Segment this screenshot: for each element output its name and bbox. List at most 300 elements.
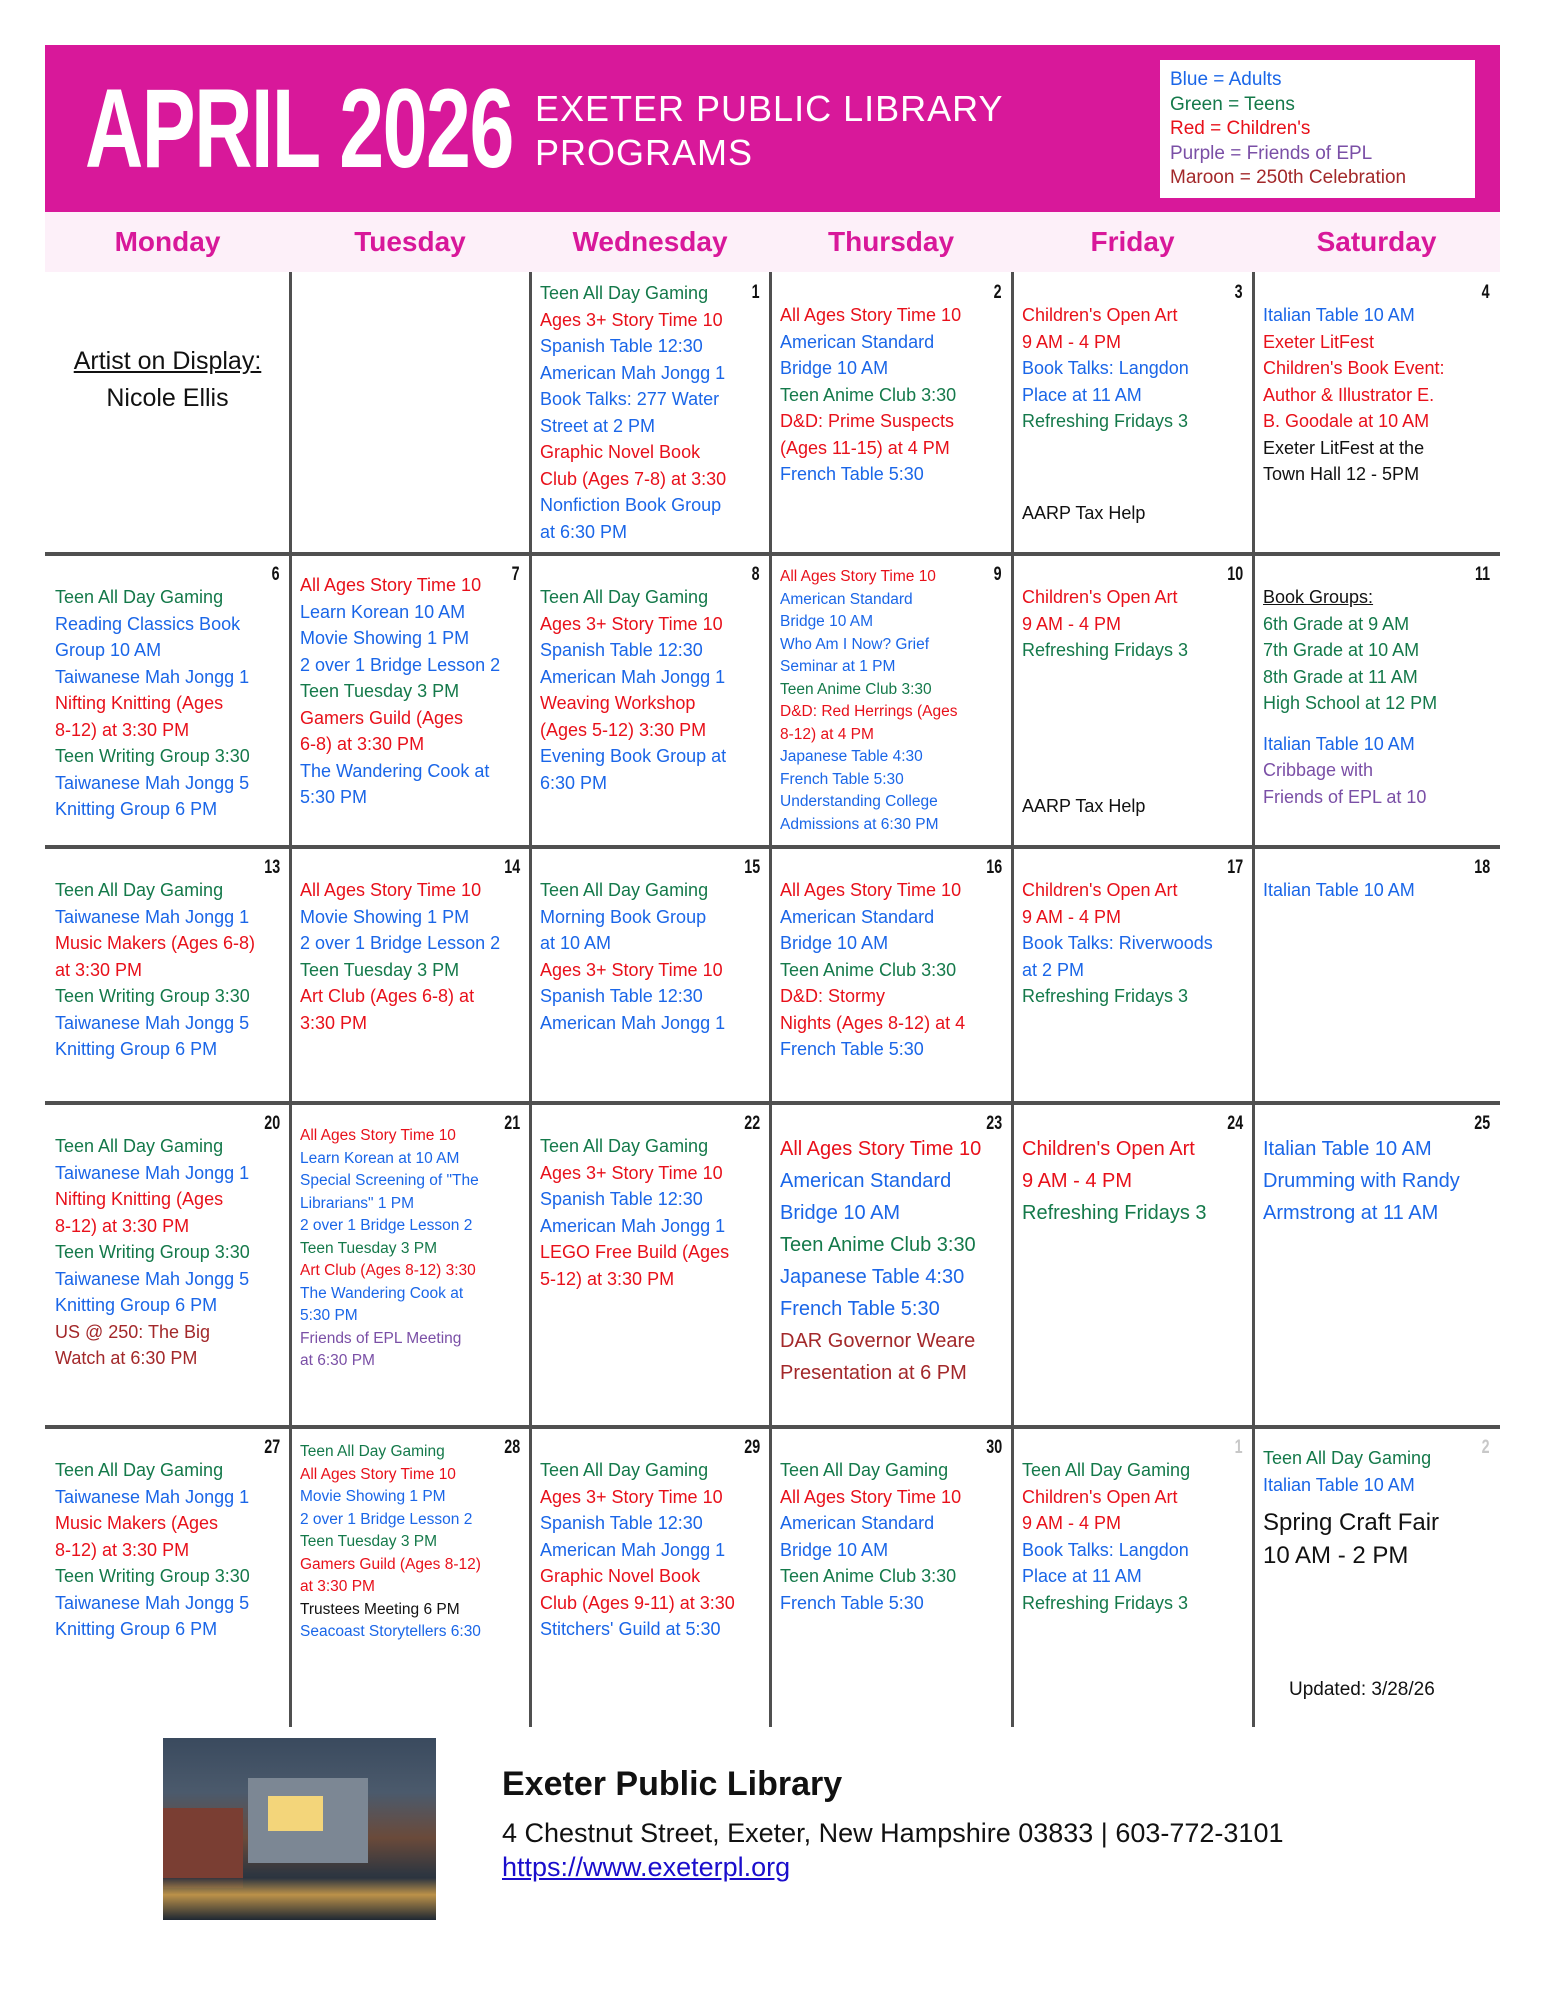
event-item: All Ages Story Time 10 (780, 880, 962, 900)
event-item: Club (Ages 9-11) at 3:30 (540, 1592, 735, 1613)
event-item: Weaving Workshop (540, 693, 696, 713)
day-number: 23 (986, 1113, 1002, 1134)
event-item: Japanese Table 4:30 (780, 748, 923, 765)
event-item: American Mah Jongg 1 (540, 1012, 726, 1033)
day-cell-thursday (770, 272, 1012, 554)
event-item: Ages 3+ Story Time 10 (540, 1162, 723, 1183)
event-item: High School at 12 PM (1263, 693, 1438, 713)
event-item: Book Talks: Langdon (1022, 1539, 1189, 1560)
event-item: Friends of EPL Meeting (300, 1329, 462, 1347)
event-item: Club (Ages 7-8) at 3:30 (540, 468, 727, 489)
day-cell-tuesday (290, 272, 530, 554)
event-item: Refreshing Fridays 3 (1022, 986, 1189, 1006)
event-item: French Table 5:30 (780, 1039, 924, 1059)
event-item: Refreshing Fridays 3 (1022, 1592, 1189, 1613)
event-item: Spanish Table 12:30 (540, 336, 703, 356)
event-item: American Standard (780, 1513, 935, 1533)
event-item: Taiwanese Mah Jongg 5 (55, 1268, 250, 1289)
event-item: 8-12) at 4 PM (780, 725, 874, 743)
day-number: 10 (1227, 564, 1243, 585)
event-list (55, 877, 280, 1063)
event-item: Children's Open Art (1022, 1486, 1178, 1507)
day-number: 7 (512, 564, 520, 585)
event-item: 2 over 1 Bridge Lesson 2 (300, 933, 501, 953)
event-item: Taiwanese Mah Jongg 5 (55, 1012, 250, 1033)
event-item: Watch at 6:30 PM (55, 1348, 198, 1368)
legend-childrens: Red = Children's (1170, 118, 1311, 139)
event-item: Bridge 10 AM (780, 1202, 901, 1224)
event-item: Teen All Day Gaming (540, 587, 709, 607)
event-list (1022, 302, 1243, 435)
footer-website-link[interactable]: https://www.exeterpl.org (502, 1852, 791, 1882)
event-item: Spanish Table 12:30 (540, 640, 703, 660)
day-number: 4 (1482, 282, 1490, 303)
event-item: Spanish Table 12:30 (540, 1189, 703, 1209)
day-cell-tuesday (290, 1427, 530, 1727)
event-item: Learn Korean 10 AM (300, 601, 466, 622)
event-item: 8th Grade at 11 AM (1263, 666, 1418, 687)
day-cell-thursday (770, 554, 1012, 847)
event-item: Teen Anime Club 3:30 (780, 959, 957, 980)
event-item: Movie Showing 1 PM (300, 1488, 446, 1505)
event-item: Book Talks: 277 Water (540, 389, 720, 409)
day-cell-monday (45, 272, 290, 554)
event-item: Nights (Ages 8-12) at 4 (780, 1012, 966, 1033)
event-item: Graphic Novel Book (540, 442, 701, 462)
event-item: Special Screening of "The (300, 1172, 479, 1189)
day-cell-wednesday (530, 1427, 770, 1727)
calendar-grid (45, 272, 1500, 1727)
event-list (780, 1133, 1002, 1389)
event-item: 2 over 1 Bridge Lesson 2 (300, 1217, 473, 1234)
event-item: Exeter LitFest at the (1263, 437, 1425, 458)
event-item: at 3:30 PM (300, 1578, 375, 1595)
event-item: Movie Showing 1 PM (300, 906, 470, 927)
spring-craft-fair: 10 AM - 2 PM (1263, 1542, 1409, 1569)
day-number: 3 (1235, 282, 1243, 303)
event-item: Evening Book Group at (540, 746, 727, 766)
event-item: 5-12) at 3:30 PM (540, 1268, 675, 1289)
event-item: at 3:30 PM (55, 959, 143, 980)
day-cell-friday (1012, 554, 1253, 847)
event-item: B. Goodale at 10 AM (1263, 411, 1430, 431)
library-programs-title (535, 87, 1004, 175)
event-item: American Standard (780, 1170, 952, 1192)
event-item: Taiwanese Mah Jongg 5 (55, 1592, 250, 1613)
event-item: Seminar at 1 PM (780, 658, 896, 675)
month-title: APRIL 2026 (85, 66, 513, 191)
day-cell-saturday (1253, 272, 1500, 554)
day-cell-monday (45, 1427, 290, 1727)
event-item: Teen Tuesday 3 PM (300, 1533, 437, 1550)
day-number: 30 (986, 1437, 1002, 1458)
event-list (55, 584, 280, 823)
event-item: (Ages 5-12) 3:30 PM (540, 719, 707, 740)
event-item: Refreshing Fridays 3 (1022, 640, 1189, 660)
event-item: US @ 250: The Big (55, 1321, 211, 1342)
event-item: 9 AM - 4 PM (1022, 331, 1122, 352)
event-item: Teen Tuesday 3 PM (300, 1239, 437, 1257)
day-cell-thursday (770, 847, 1012, 1103)
event-item: Teen All Day Gaming (540, 880, 709, 900)
event-list (55, 1457, 280, 1643)
weekday-monday: Monday (114, 226, 221, 257)
event-item: French Table 5:30 (780, 770, 904, 788)
event-item: Italian Table 10 AM (1263, 733, 1415, 754)
event-item: 8-12) at 3:30 PM (55, 1539, 190, 1560)
event-item: Teen Writing Group 3:30 (55, 746, 250, 766)
day-cell-friday (1012, 847, 1253, 1103)
event-item: Teen Anime Club 3:30 (780, 680, 932, 698)
day-number: 27 (264, 1437, 280, 1458)
event-item: Knitting Group 6 PM (55, 1619, 218, 1639)
day-cell-tuesday (290, 554, 530, 847)
event-item: Teen All Day Gaming (55, 1136, 224, 1156)
day-number: 6 (272, 564, 280, 585)
event-item: 9 AM - 4 PM (1022, 1513, 1122, 1533)
event-item: Art Club (Ages 8-12) 3:30 (300, 1262, 476, 1279)
day-cell-friday (1012, 272, 1253, 554)
event-item: Teen All Day Gaming (540, 283, 709, 303)
day-number: 8 (752, 564, 760, 585)
event-item: Learn Korean at 10 AM (300, 1149, 460, 1167)
event-item: Knitting Group 6 PM (55, 1295, 218, 1315)
day-number: 14 (504, 857, 520, 878)
color-legend (1160, 60, 1475, 198)
event-list (1263, 1445, 1490, 1572)
event-item: Librarians" 1 PM (300, 1194, 415, 1212)
aarp-tax-help: AARP Tax Help (1022, 502, 1146, 523)
event-list (540, 877, 760, 1036)
weekday-thursday: Thursday (827, 226, 955, 257)
event-item: Knitting Group 6 PM (55, 799, 218, 819)
event-list (1022, 584, 1243, 664)
spring-craft-fair: Spring Craft Fair (1263, 1509, 1440, 1536)
event-item: Teen All Day Gaming (1263, 1448, 1432, 1468)
event-item: 8-12) at 3:30 PM (55, 719, 190, 740)
day-number: 16 (986, 857, 1002, 878)
event-list (780, 877, 1002, 1063)
event-item: D&D: Red Herrings (Ages (780, 703, 958, 720)
event-item: Taiwanese Mah Jongg 1 (55, 1486, 250, 1507)
event-item: D&D: Prime Suspects (780, 411, 955, 431)
event-item: American Mah Jongg 1 (540, 666, 726, 687)
day-cell-saturday (1253, 847, 1500, 1103)
event-item: at 6:30 PM (300, 1352, 375, 1369)
day-cell-tuesday (290, 1103, 530, 1427)
event-item: All Ages Story Time 10 (780, 568, 936, 585)
event-item: French Table 5:30 (780, 1592, 924, 1613)
event-item: Town Hall 12 - 5PM (1263, 464, 1420, 484)
event-item: Exeter LitFest (1263, 331, 1375, 352)
event-item: Nifting Knitting (Ages (55, 693, 224, 713)
day-cell-monday (45, 1103, 290, 1427)
event-item: Music Makers (Ages 6-8) (55, 933, 256, 953)
day-number: 2 (994, 282, 1002, 303)
event-item: Bridge 10 AM (780, 613, 874, 630)
event-item: Teen All Day Gaming (300, 1443, 445, 1460)
day-number: 21 (504, 1113, 520, 1134)
event-item: Teen All Day Gaming (55, 587, 224, 607)
event-item: Teen Anime Club 3:30 (780, 384, 957, 405)
event-item: Children's Book Event: (1263, 358, 1445, 378)
event-item: 2 over 1 Bridge Lesson 2 (300, 1510, 473, 1528)
legend-250th: Maroon = 250th Celebration (1170, 167, 1407, 188)
event-item: Ages 3+ Story Time 10 (540, 1486, 723, 1507)
event-item: American Standard (780, 906, 935, 927)
event-list (1263, 1133, 1490, 1229)
event-item: Nonfiction Book Group (540, 495, 722, 515)
event-list (1263, 877, 1490, 904)
day-cell-wednesday (530, 847, 770, 1103)
event-item: Who Am I Now? Grief (780, 635, 930, 653)
event-item: Armstrong at 11 AM (1263, 1202, 1439, 1224)
event-item: Italian Table 10 AM (1263, 880, 1415, 900)
event-list (300, 1125, 520, 1373)
event-item: Bridge 10 AM (780, 358, 889, 378)
event-item: (Ages 11-15) at 4 PM (780, 437, 950, 458)
event-item: DAR Governor Weare (780, 1330, 976, 1352)
event-item: Morning Book Group (540, 906, 707, 927)
library-photo (163, 1738, 436, 1920)
weekday-friday: Friday (1090, 226, 1175, 257)
event-item: Teen Writing Group 3:30 (55, 1566, 250, 1586)
event-item: Teen All Day Gaming (540, 1460, 709, 1480)
event-item: Graphic Novel Book (540, 1566, 701, 1586)
day-number: 13 (264, 857, 280, 878)
event-item: Italian Table 10 AM (1263, 305, 1415, 325)
weekday-saturday: Saturday (1316, 226, 1437, 257)
event-item: 5:30 PM (300, 787, 368, 807)
event-item: Book Talks: Langdon (1022, 358, 1189, 378)
event-list (55, 1133, 280, 1372)
event-item: Taiwanese Mah Jongg 1 (55, 906, 250, 927)
day-number: 28 (504, 1437, 520, 1458)
event-item: Refreshing Fridays 3 (1022, 411, 1189, 431)
event-item: 9 AM - 4 PM (1022, 613, 1122, 634)
event-list (300, 877, 520, 1036)
day-cell-saturday (1253, 554, 1500, 847)
event-item: Spanish Table 12:30 (540, 986, 703, 1006)
day-number: 25 (1474, 1113, 1490, 1134)
day-cell-wednesday (530, 554, 770, 847)
event-item: Teen All Day Gaming (540, 1136, 709, 1156)
event-item: The Wandering Cook at (300, 1284, 464, 1302)
day-cell-tuesday (290, 847, 530, 1103)
event-item: The Wandering Cook at (300, 760, 490, 781)
event-item: All Ages Story Time 10 (300, 575, 482, 595)
day-cell-saturday (1253, 1103, 1500, 1427)
event-item: Trustees Meeting 6 PM (300, 1600, 460, 1618)
event-item: Presentation at 6 PM (780, 1362, 967, 1384)
event-item: Author & Illustrator E. (1263, 384, 1435, 405)
event-item: Bridge 10 AM (780, 1539, 889, 1560)
event-item: Italian Table 10 AM (1263, 1474, 1415, 1495)
event-item: Gamers Guild (Ages (300, 707, 464, 728)
event-item: Ages 3+ Story Time 10 (540, 959, 723, 980)
event-item: Japanese Table 4:30 (780, 1266, 965, 1288)
event-item: at 10 AM (540, 933, 612, 953)
event-item: Knitting Group 6 PM (55, 1039, 218, 1059)
event-item (1263, 717, 1490, 731)
event-list (540, 1133, 760, 1292)
page-header (45, 45, 1500, 212)
subtitle-line-1: EXETER PUBLIC LIBRARY (535, 88, 1004, 129)
day-number: 17 (1227, 857, 1243, 878)
event-item: All Ages Story Time 10 (780, 305, 962, 325)
event-item: 6th Grade at 9 AM (1263, 613, 1410, 634)
day-cell-wednesday (530, 272, 770, 554)
event-item: 5:30 PM (300, 1307, 358, 1324)
event-item: Place at 11 AM (1022, 384, 1142, 405)
event-item: American Mah Jongg 1 (540, 1539, 726, 1560)
event-item: French Table 5:30 (780, 464, 924, 484)
event-item: Movie Showing 1 PM (300, 628, 470, 648)
event-item: Gamers Guild (Ages 8-12) (300, 1555, 481, 1573)
event-item: 6-8) at 3:30 PM (300, 734, 425, 754)
event-item: All Ages Story Time 10 (300, 880, 482, 900)
event-item: Ages 3+ Story Time 10 (540, 309, 723, 330)
event-list (780, 566, 1002, 836)
day-cell-friday (1012, 1103, 1253, 1427)
day-number: 2 (1482, 1437, 1490, 1458)
event-list (1022, 877, 1243, 1010)
footer-address: 4 Chestnut Street, Exeter, New Hampshire 03833 | 603-772-3101 (502, 1818, 1284, 1848)
day-number: 15 (744, 857, 760, 878)
day-number: 9 (994, 564, 1002, 585)
weekday-tuesday: Tuesday (354, 226, 466, 257)
event-item: Spanish Table 12:30 (540, 1513, 703, 1533)
event-list (780, 302, 1002, 488)
event-item: Teen Anime Club 3:30 (780, 1566, 957, 1586)
footer-library-name: Exeter Public Library (502, 1765, 843, 1803)
event-item: Teen Tuesday 3 PM (300, 681, 460, 701)
event-item: 7th Grade at 10 AM (1263, 640, 1420, 660)
event-item: French Table 5:30 (780, 1298, 940, 1320)
day-cell-thursday (770, 1427, 1012, 1727)
event-item: Teen All Day Gaming (55, 1460, 224, 1480)
day-cell-thursday (770, 1103, 1012, 1427)
day-number: 24 (1227, 1113, 1243, 1134)
event-item: LEGO Free Build (Ages (540, 1242, 730, 1262)
event-item: Bridge 10 AM (780, 933, 889, 953)
event-item: Reading Classics Book (55, 613, 241, 634)
event-list (540, 584, 760, 796)
day-number: 29 (744, 1437, 760, 1458)
day-cell-friday (1012, 1427, 1253, 1727)
event-item: Taiwanese Mah Jongg 5 (55, 772, 250, 793)
day-number: 1 (1235, 1437, 1243, 1458)
event-item: Teen All Day Gaming (1022, 1460, 1191, 1480)
event-item: 8-12) at 3:30 PM (55, 1215, 190, 1236)
weekday-wednesday: Wednesday (572, 226, 728, 257)
event-item: Children's Open Art (1022, 1138, 1195, 1160)
event-item: Children's Open Art (1022, 880, 1178, 900)
event-item: All Ages Story Time 10 (300, 1465, 456, 1483)
event-item: Admissions at 6:30 PM (780, 815, 939, 833)
event-list (1022, 1133, 1243, 1229)
event-item: Book Talks: Riverwoods (1022, 933, 1213, 953)
event-item: Taiwanese Mah Jongg 1 (55, 666, 250, 687)
event-item: All Ages Story Time 10 (780, 1486, 962, 1507)
day-number: 20 (264, 1113, 280, 1134)
event-item: Group 10 AM (55, 640, 162, 660)
event-item: 3:30 PM (300, 1012, 368, 1033)
event-item: Friends of EPL at 10 (1263, 786, 1427, 807)
book-groups-heading: Book Groups: (1263, 587, 1374, 607)
event-item: 6:30 PM (540, 772, 608, 793)
weekday-header-row (45, 212, 1500, 272)
event-item: Nifting Knitting (Ages (55, 1189, 224, 1209)
event-item: American Mah Jongg 1 (540, 1215, 726, 1236)
legend-adults: Blue = Adults (1170, 69, 1282, 90)
aarp-tax-help: AARP Tax Help (1022, 795, 1146, 816)
event-item: Cribbage with (1263, 760, 1374, 780)
event-item: Teen All Day Gaming (780, 1460, 949, 1480)
event-list (300, 572, 520, 811)
event-item: All Ages Story Time 10 (300, 1127, 456, 1144)
updated-date: Updated: 3/28/26 (1289, 1678, 1435, 1700)
event-item: Art Club (Ages 6-8) at (300, 986, 475, 1006)
day-cell-monday (45, 847, 290, 1103)
event-item: All Ages Story Time 10 (780, 1138, 982, 1160)
event-item: at 6:30 PM (540, 521, 628, 542)
day-number: 22 (744, 1113, 760, 1134)
event-item: Stitchers' Guild at 5:30 (540, 1619, 721, 1639)
day-number: 1 (752, 282, 760, 303)
event-list (540, 1457, 760, 1643)
event-item: Music Makers (Ages (55, 1513, 219, 1533)
subtitle-line-2: PROGRAMS (535, 132, 754, 173)
event-list (300, 1441, 520, 1644)
event-item: Ages 3+ Story Time 10 (540, 613, 723, 634)
legend-friends: Purple = Friends of EPL (1170, 142, 1373, 164)
event-item: 2 over 1 Bridge Lesson 2 (300, 654, 501, 675)
event-item: Seacoast Storytellers 6:30 (300, 1623, 481, 1640)
event-item: American Mah Jongg 1 (540, 362, 726, 383)
event-item: Teen Anime Club 3:30 (780, 1234, 976, 1256)
event-item: 9 AM - 4 PM (1022, 1170, 1133, 1192)
event-list (1022, 1457, 1243, 1616)
event-item: Teen Writing Group 3:30 (55, 986, 250, 1006)
legend-teens: Green = Teens (1170, 93, 1295, 115)
event-item: Children's Open Art (1022, 305, 1178, 325)
event-item: Teen Writing Group 3:30 (55, 1242, 250, 1262)
event-list (1263, 302, 1490, 488)
event-item: Understanding College (780, 793, 938, 810)
day-cell-wednesday (530, 1103, 770, 1427)
artist-name: Nicole Ellis (106, 384, 229, 412)
event-list (1263, 584, 1490, 810)
event-item: Children's Open Art (1022, 587, 1178, 607)
event-item: Teen All Day Gaming (55, 880, 224, 900)
event-item: 9 AM - 4 PM (1022, 906, 1122, 927)
event-item: Place at 11 AM (1022, 1566, 1142, 1586)
event-item: Refreshing Fridays 3 (1022, 1202, 1207, 1224)
event-item: Teen Tuesday 3 PM (300, 959, 460, 980)
artist-label: Artist on Display: (73, 347, 262, 375)
event-item: D&D: Stormy (780, 986, 886, 1006)
event-item: at 2 PM (1022, 959, 1085, 980)
event-item: Street at 2 PM (540, 415, 656, 436)
day-cell-saturday (1253, 1427, 1500, 1727)
event-item: Taiwanese Mah Jongg 1 (55, 1162, 250, 1183)
event-list (780, 1457, 1002, 1616)
day-number: 18 (1474, 857, 1490, 878)
event-item: Drumming with Randy (1263, 1170, 1460, 1192)
event-list (540, 280, 760, 545)
event-item: Italian Table 10 AM (1263, 1138, 1432, 1160)
